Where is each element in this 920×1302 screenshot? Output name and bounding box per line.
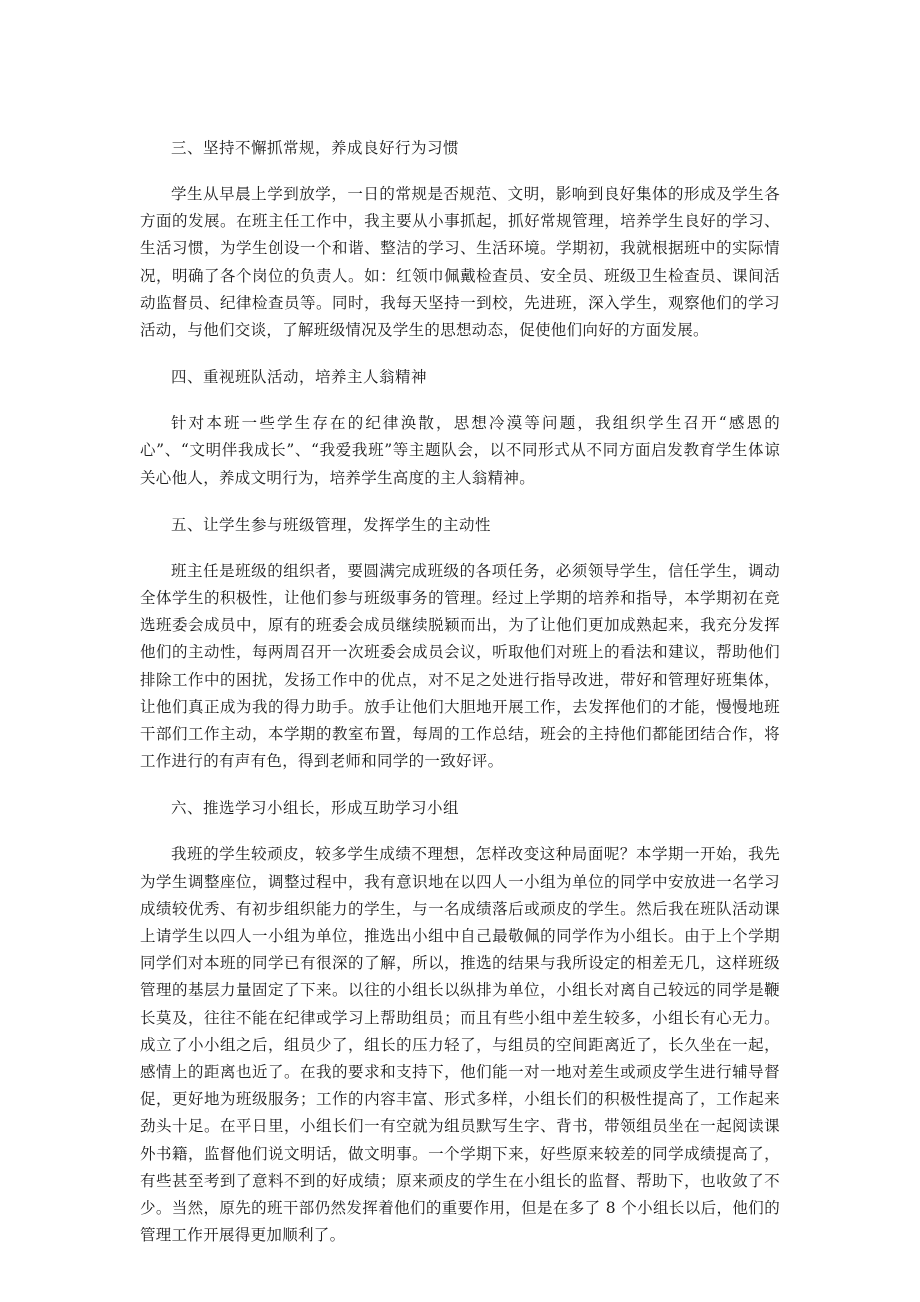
document-body: [140, 135, 780, 1270]
section-heading-6: 六、推选学习小组长，形成互助学习小组: [171, 799, 460, 818]
section-heading-5: 五、让学生参与班级管理，发挥学生的主动性: [171, 515, 492, 534]
section-heading-4: 四、重视班队活动，培养主人翁精神: [171, 368, 428, 387]
section-heading-3: 三、坚持不懈抓常规，养成良好行为习惯: [171, 139, 460, 157]
section-paragraph-6: 我班的学生较顽皮，较多学生成绩不理想，怎样改变这种局面呢？本学期一开始，我先为学生调整座位，调整过程中，我有意识地在以四人一小组为单位的同学中安放进一名学习成绩较优秀、有初步组织能力的学生，与一名成绩落后或顽皮的学生。然后我在班队活动课上请学生以四人一小组为单位，推选出小组中自己最敬佩的同学作为小组长。由于上个学期同学们对本班的同学已有很深的了解，所以，推选的结果与我所设定的相差无几，这样班级管理的基层力量固定了下来。以往的小组长以纵排为单位，小组长对离自己较远的同学是鞭长莫及，往往不能在纪律或学习上帮助组员；而且有些小组中差生较多，小组长有心无力。成立了小小组之后，组员少了，组长的压力轻了，与组员的空间距离近了，长久坐在一起，感情上的距离也近了。在我的要求和支持下，他们能一对一地对差生或顽皮学生进行辅导督促，更好地为班级服务；工作的内容丰富、形式多样，小组长们的积极性提高了，工作起来劲头十足。在平日里，小组长们一有空就为组员默写生字、背书，带领组员坐在一起阅读课外书籍，监督他们说文明话，做文明事。一个学期下来，好些原来较差的同学成绩提高了，有些甚至考到了意料不到的好成绩；原来顽皮的学生在小组长的监督、帮助下，也收敛了不少。当然，原先的班干部仍然发挥着他们的重要作用，但是在多了 8 个小组长以后，他们的管理工作开展得更加顺利了。: [140, 845, 780, 1245]
section-paragraph-5: 班主任是班级的组织者，要圆满完成班级的各项任务，必须领导学生，信任学生，调动全体学生的积极性，让他们参与班级事务的管理。经过上学期的培养和指导，本学期初在竞选班委会成员中，原有的班委会成员继续脱颖而出，为了让他们更加成熟起来，我充分发挥他们的主动性，每两周召开一次班委会成员会议，听取他们对班上的看法和建议，帮助他们排除工作中的困扰，发扬工作中的优点，对不足之处进行指导改进，带好和管理好班集体，让他们真正成为我的得力助手。放手让他们大胆地开展工作，去发挥他们的才能，慢慢地班干部们工作主动，本学期的教室布置，每周的工作总结，班会的主持他们都能团结合作，将工作进行的有声有色，得到老师和同学的一致好评。: [140, 561, 780, 771]
section-paragraph-3: 学生从早晨上学到放学，一日的常规是否规范、文明，影响到良好集体的形成及学生各方面的发展。在班主任工作中，我主要从小事抓起，抓好常规管理，培养学生良好的学习、生活习惯，为学生创设一个和谐、整洁的学习、生活环境。学期初，我就根据班中的实际情况，明确了各个岗位的负责人。如：红领巾佩戴检查员、安全员、班级卫生检查员、课间活动监督员、纪律检查员等。同时，我每天坚持一到校，先进班，深入学生，观察他们的学习活动，与他们交谈，了解班级情况及学生的思想动态，促使他们向好的方面发展。: [140, 185, 780, 340]
section-paragraph-4: 针对本班一些学生存在的纪律涣散，思想冷漠等问题，我组织学生召开“感恩的心”、“文明伴我成长”、“我爱我班”等主题队会，以不同形式从不同方面启发教育学生体谅关心他人，养成文明行为，培养学生高度的主人翁精神。: [140, 414, 780, 487]
